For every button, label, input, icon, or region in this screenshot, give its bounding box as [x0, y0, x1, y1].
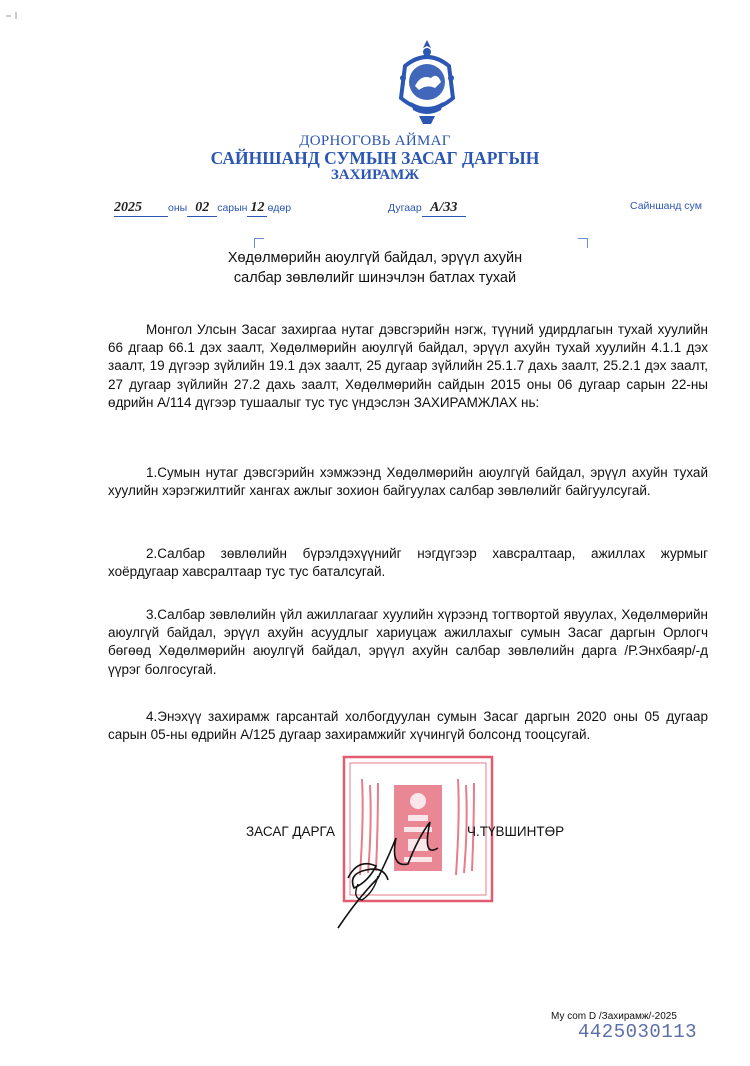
- document-number: А/33: [422, 200, 466, 217]
- bracket-top-right: [578, 238, 588, 248]
- number-line: [388, 200, 466, 217]
- preamble-paragraph: Монгол Улсын Засаг захиргаа нутаг дэвсгэрийн нэгж, түүний удирдлагын тухай хуулийн 66 дгаар 66.1 дэх заалт, Хөдөлмөрийн аюулгүй байдал, эрүүл ахуйн тухай хуулийн 4.1.1 дэх заалт, 19 дүгээр зүйлийн 19.1 дэх заалт, 25 дугаар зүйлийн 25.1.7 дахь заалт, 25.2.1 дэх заалт, 27 дугаар зүйлийн 27.2 дахь заалт, Хөдөлмөрийн сайдын 2015 оны 06 дугаар сарын 22-ны өдрийн А/114 дүгээр тушаалыг тус тус үндэслэн ЗАХИРАМЖЛАХ нь:: [108, 322, 708, 410]
- month-label: сарын: [217, 202, 248, 214]
- subject-block: [0, 248, 750, 288]
- state-emblem-icon: [391, 38, 463, 128]
- date-year: 2025: [114, 200, 168, 217]
- date-line: [114, 200, 291, 217]
- number-label: Дугаар: [388, 202, 422, 214]
- subject-line-1: Хөдөлмөрийн аюулгүй байдал, эрүүл ахуйн: [227, 250, 523, 266]
- decision-item-3: 3.Салбар зөвлөлийн үйл ажиллагааг хуулийн хүрээнд тогтвортой явуулах, Хөдөлмөрийн аюулгүй байдал, эрүүл ахуйн асуудлыг хариуцаж ажиллахыг сумын Засаг даргын Орлогч бөгөөд Хөдөлмөрийн аюулгүй байдал, эрүүл ахуйн салбар зөвлөлийн дарга /Р.Энхбаяр/-д үүрэг болгосугай.: [108, 607, 708, 677]
- year-label: оны: [168, 202, 188, 214]
- document-type: ЗАХИРАМЖ: [330, 167, 420, 183]
- handwritten-signature-icon: [318, 818, 458, 938]
- place-label: Сайншанд сум: [630, 200, 702, 212]
- signatory-title: ЗАСАГ ДАРГА: [246, 824, 335, 839]
- scan-mark-icon: [6, 10, 20, 20]
- footer-reference: Му com D /Захирамж/-2025: [551, 1011, 677, 1022]
- decision-item-1: 1.Сумын нутаг дэвсгэрийн хэмжээнд Хөдөлмөрийн аюулгүй байдал, эрүүл ахуйн тухай хуулийн хэрэгжилтийг хангах ажлыг зохион байгуулах салбар зөвлөлийг байгуулсугай.: [108, 465, 708, 499]
- date-month: 02: [187, 200, 217, 217]
- decision-item-2: 2.Салбар зөвлөлийн бүрэлдэхүүнийг нэгдүгээр хавсралтаар, ажиллах журмыг хоёрдугаар хавсралтаар тус тус баталсугай.: [108, 546, 708, 580]
- bracket-top-left: [254, 238, 264, 248]
- issuing-office: САЙНШАНД СУМЫН ЗАСАГ ДАРГЫН: [210, 148, 540, 168]
- decision-item-4: 4.Энэхүү захирамж гарсантай холбогдуулан сумын Засаг даргын 2020 оны 05 дугаар сарын 05-ны өдрийн А/125 дугаар захирамжийг хүчингүй болсонд тооцсугай.: [108, 709, 708, 743]
- aimag-name: ДОРНОГОВЬ АЙМАГ: [299, 133, 451, 149]
- day-label: өдөр: [267, 202, 292, 214]
- barcode-number: 4425030113: [578, 1021, 698, 1043]
- signatory-name: Ч.ТҮВШИНТӨР: [467, 824, 565, 839]
- date-day: 12: [247, 200, 267, 217]
- subject-line-2: салбар зөвлөлийг шинэчлэн батлах тухай: [233, 270, 517, 286]
